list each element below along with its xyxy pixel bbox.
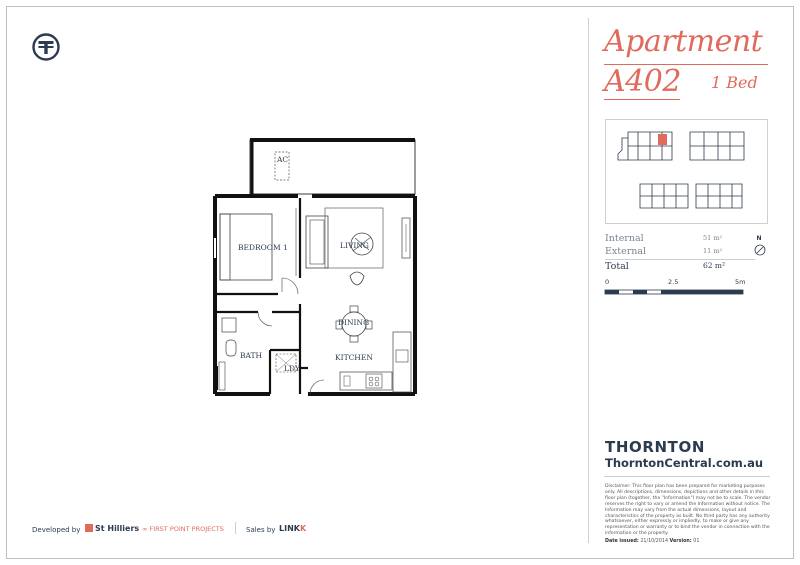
area-schedule	[605, 233, 755, 273]
agent-link	[279, 524, 306, 533]
agent-label: LINK	[279, 524, 300, 533]
brand-url[interactable]: ThorntonCentral.com.au	[605, 456, 764, 470]
room-label-ldy: LDY	[284, 364, 300, 373]
brand-divider	[604, 476, 770, 477]
area-row-external	[605, 246, 755, 259]
area-row-total	[605, 259, 755, 273]
developed-by-label: Developed by	[32, 526, 81, 534]
scale-tick-0: 0	[605, 278, 610, 286]
room-label-ac: AC	[277, 155, 289, 164]
area-label: Internal	[605, 233, 644, 244]
area-value: 51 m²	[703, 234, 723, 242]
panel-divider	[588, 18, 589, 543]
room-label-dining: DINING	[338, 318, 370, 327]
area-value: 11 m²	[703, 247, 723, 255]
apartment-code: A402	[604, 64, 681, 99]
room-label-bath: BATH	[240, 351, 263, 360]
code-underline	[604, 99, 680, 100]
disclaimer-text: Disclaimer: This floor plan has been prepared for marketing purposes only. All descriptions, dimensions, depictions and other details in this floor plan (together, the "Information") may not be to scale. The vendor reserves the right to vary or amend the Information without notice. The Information may vary from the actual dimensions, layout and characteristics of the property as built. No third party has any authority whatsoever, either expressly or impliedly, to make or give any representation or warranty or to bind the vendor in connection with the information or the property.	[605, 484, 771, 537]
area-row-internal	[605, 233, 755, 246]
first-point-logo-icon: ∞	[142, 525, 148, 533]
developer-st-hilliers	[85, 524, 139, 533]
room-label-bedroom: BEDROOM 1	[238, 243, 288, 252]
footer-divider	[235, 522, 236, 534]
scale-tick-1: 2.5	[668, 278, 679, 286]
sales-by-label: Sales by	[246, 526, 276, 534]
link-logo-icon: K	[299, 524, 307, 533]
version-value: 01	[693, 539, 700, 544]
scale-bar	[604, 278, 754, 302]
key-plan-highlight	[658, 134, 667, 145]
area-label: External	[605, 246, 647, 257]
area-label: Total	[605, 261, 629, 272]
svg-text:N: N	[756, 235, 762, 242]
developer1-label: St Hilliers	[95, 524, 140, 533]
version-label: Version:	[669, 539, 692, 544]
scale-tick-2: 5m	[735, 278, 746, 286]
disclaimer-meta	[605, 539, 699, 544]
st-hilliers-logo-icon	[85, 524, 93, 532]
thornton-logo-icon	[32, 33, 60, 61]
developer-first-point	[142, 525, 224, 533]
room-label-kitchen: KITCHEN	[335, 353, 373, 362]
brand-name: THORNTON	[605, 438, 705, 456]
date-label: Date issued:	[605, 539, 639, 544]
date-value: 21/10/2014	[640, 539, 668, 544]
scale-bar-graphic	[604, 289, 754, 299]
area-value: 62 m²	[703, 261, 726, 270]
key-plan-drawing	[606, 120, 769, 225]
floor-plan	[200, 128, 430, 402]
apartment-beds: 1 Bed	[711, 73, 758, 92]
room-label-living: LIVING	[340, 241, 369, 250]
key-plan	[605, 119, 768, 224]
apartment-title: Apartment	[604, 24, 763, 59]
developer2-label: FIRST POINT PROJECTS	[149, 525, 224, 533]
north-arrow-icon	[753, 233, 767, 259]
